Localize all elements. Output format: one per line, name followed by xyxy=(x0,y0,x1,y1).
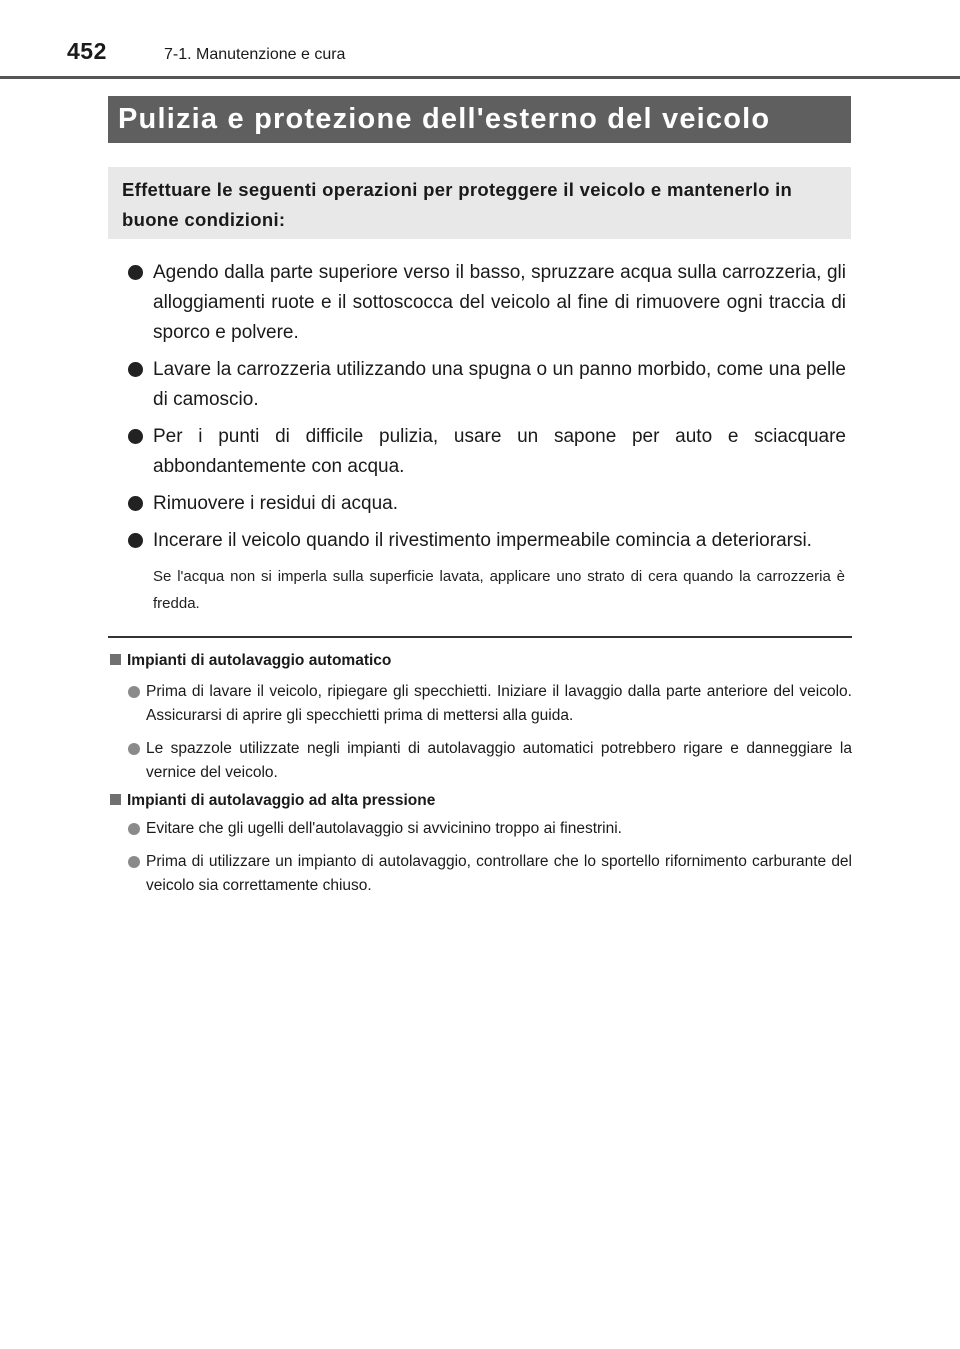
item-text: Prima di lavare il veicolo, ripiegare gli specchietti. Iniziare il lavaggio dalla parte anteriore del veicolo. Assicurarsi di aprire gli specchietti prima di mettersi alla guida. xyxy=(146,683,852,724)
subheading-text: Impianti di autolavaggio automatico xyxy=(127,652,392,669)
filled-circle-icon xyxy=(128,265,143,280)
list-item xyxy=(127,737,852,785)
list-item xyxy=(127,680,852,728)
list-item xyxy=(127,817,852,841)
list-item xyxy=(126,355,846,415)
list-item xyxy=(127,850,852,898)
page-number: 452 xyxy=(67,38,107,64)
subheading-high-pressure-wash xyxy=(110,790,850,812)
gray-circle-icon xyxy=(128,686,140,698)
section-title-bar xyxy=(108,96,851,143)
list-item xyxy=(126,258,846,348)
header-divider xyxy=(0,76,960,79)
gray-circle-icon xyxy=(128,856,140,868)
item-text: Prima di utilizzare un impianto di autolavaggio, controllare che lo sportello rifornimento carburante del veicolo sia correttamente chiuso. xyxy=(146,853,852,894)
filled-circle-icon xyxy=(128,533,143,548)
high-pressure-wash-list xyxy=(127,817,852,907)
subheading-text: Impianti di autolavaggio ad alta pressione xyxy=(127,792,436,809)
intro-text: Effettuare le seguenti operazioni per proteggere il veicolo e mantenerlo in buone condizioni: xyxy=(122,179,793,230)
section-title: Pulizia e protezione dell'esterno del veicolo xyxy=(118,103,771,135)
step-text: Agendo dalla parte superiore verso il basso, spruzzare acqua sulla carrozzeria, gli alloggiamenti ruote e il sottoscocca del veicolo al fine di rimuovere ogni traccia di sporco e polvere. xyxy=(153,262,846,343)
gray-square-icon xyxy=(110,794,121,805)
subheading-automatic-wash xyxy=(110,650,850,672)
steps-list xyxy=(126,258,846,563)
step-text: Rimuovere i residui di acqua. xyxy=(153,493,399,514)
page-header xyxy=(0,0,960,80)
section-divider xyxy=(108,636,852,638)
step-text: Lavare la carrozzeria utilizzando una spugna o un panno morbido, come una pelle di camoscio. xyxy=(153,359,846,410)
list-item xyxy=(126,422,846,482)
item-text: Evitare che gli ugelli dell'autolavaggio si avvicinino troppo ai finestrini. xyxy=(146,820,622,837)
intro-box xyxy=(108,167,851,239)
filled-circle-icon xyxy=(128,429,143,444)
gray-square-icon xyxy=(110,654,121,665)
gray-circle-icon xyxy=(128,823,140,835)
wax-note: Se l'acqua non si imperla sulla superficie lavata, applicare uno strato di cera quando la carrozzeria è fredda. xyxy=(153,568,845,612)
step-text: Per i punti di difficile pulizia, usare un sapone per auto e sciacquare abbondantemente con acqua. xyxy=(153,426,846,477)
gray-circle-icon xyxy=(128,743,140,755)
list-item xyxy=(126,526,846,556)
item-text: Le spazzole utilizzate negli impianti di autolavaggio automatici potrebbero rigare e danneggiare la vernice del veicolo. xyxy=(146,740,852,781)
step-text: Incerare il veicolo quando il rivestimento impermeabile comincia a deteriorarsi. xyxy=(153,530,812,551)
automatic-wash-list xyxy=(127,680,852,794)
chapter-title: 7-1. Manutenzione e cura xyxy=(164,46,346,63)
filled-circle-icon xyxy=(128,496,143,511)
list-item xyxy=(126,489,846,519)
filled-circle-icon xyxy=(128,362,143,377)
